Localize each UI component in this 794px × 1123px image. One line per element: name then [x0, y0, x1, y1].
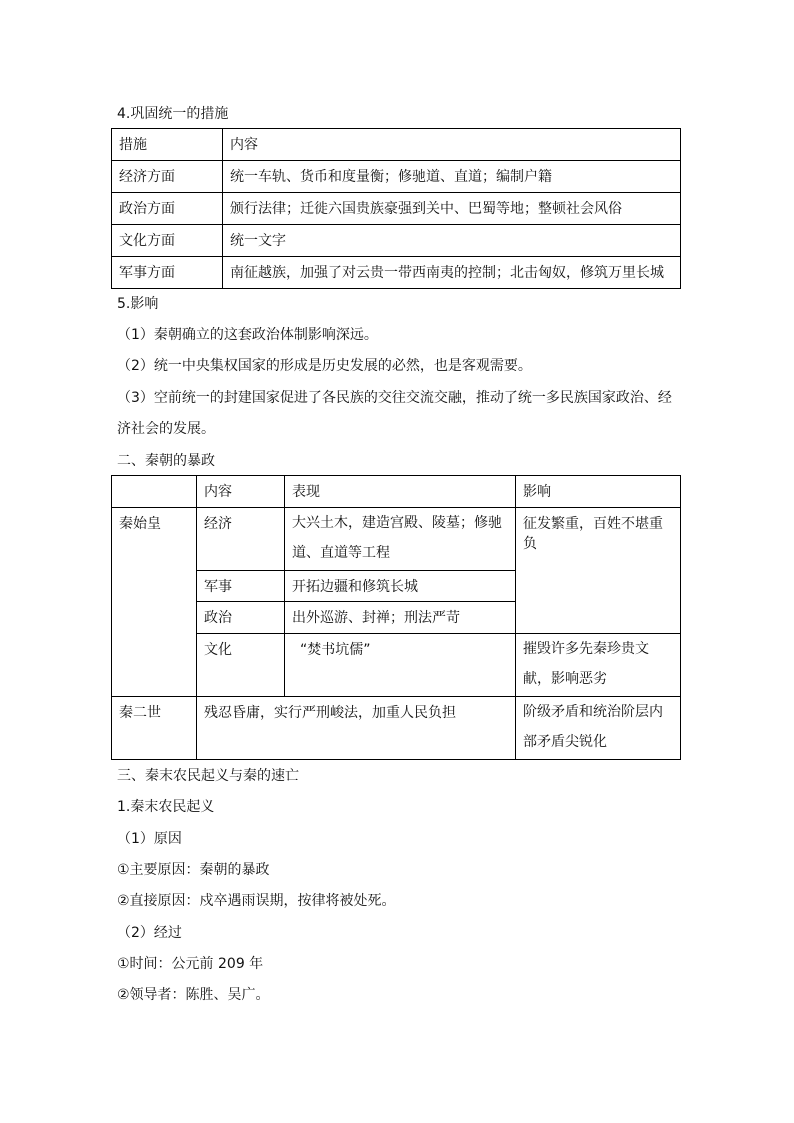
header-cell-measure: 措施	[112, 129, 223, 161]
tyranny-heading: 二、秦朝的暴政	[117, 453, 215, 469]
aspect-military: 军事	[197, 571, 285, 602]
table-row	[112, 225, 681, 257]
politics-detail: 出外巡游、封禅；刑法严苛	[285, 602, 516, 634]
row-label: 军事方面	[112, 257, 223, 289]
table-row	[112, 161, 681, 193]
header-cell-manifestation: 表现	[285, 476, 516, 508]
section5-heading: 5.影响	[117, 296, 159, 312]
cause-main: ①主要原因：秦朝的暴政	[117, 862, 270, 878]
aspect-economy: 经济	[197, 508, 285, 571]
ruler-qin-ershi: 秦二世	[112, 697, 197, 760]
cause-direct: ②直接原因：戍卒遇雨误期，按律将被处死。	[117, 893, 396, 909]
header-cell-content: 内容	[223, 129, 681, 161]
impact-item-1: （1）秦朝确立的这套政治体制影响深远。	[117, 327, 378, 343]
header-cell-empty	[112, 476, 197, 508]
table-header-row	[112, 129, 681, 161]
row-label: 政治方面	[112, 193, 223, 225]
economy-impact: 征发繁重，百姓不堪重负	[516, 508, 681, 634]
economy-detail: 大兴土木，建造宫殿、陵墓；修驰道、直道等工程	[285, 508, 516, 571]
section3-heading: 三、秦末农民起义与秦的速亡	[117, 768, 299, 784]
process-leaders: ②领导者：陈胜、吴广。	[117, 987, 270, 1003]
row-content: 南征越族，加强了对云贵一带西南夷的控制；北击匈奴，修筑万里长城	[223, 257, 681, 289]
cause-label: （1）原因	[117, 831, 182, 847]
impact-item-2: （2）统一中央集权国家的形成是历史发展的必然，也是客观需要。	[117, 358, 532, 374]
section4-heading: 4.巩固统一的措施	[117, 106, 229, 122]
row-content: 统一车轨、货币和度量衡；修驰道、直道；编制户籍	[223, 161, 681, 193]
ruler-qin-shihuang: 秦始皇	[112, 508, 197, 697]
table-header-row	[112, 476, 681, 508]
header-cell-content: 内容	[197, 476, 285, 508]
row-content: 颁行法律；迁徙六国贵族豪强到关中、巴蜀等地；整顿社会风俗	[223, 193, 681, 225]
aspect-culture: 文化	[197, 634, 285, 697]
military-detail: 开拓边疆和修筑长城	[285, 571, 516, 602]
table-row	[112, 193, 681, 225]
row-content: 统一文字	[223, 225, 681, 257]
tyranny-table	[111, 475, 681, 760]
row-label: 文化方面	[112, 225, 223, 257]
impact-item-3-cont: 济社会的发展。	[117, 421, 215, 437]
aspect-politics: 政治	[197, 602, 285, 634]
impact-item-3: （3）空前统一的封建国家促进了各民族的交往交流交融，推动了统一多民族国家政治、经	[117, 390, 672, 406]
table-row	[112, 697, 681, 760]
row-label: 经济方面	[112, 161, 223, 193]
process-time: ①时间：公元前 209 年	[117, 956, 264, 972]
table-row	[112, 508, 681, 571]
culture-detail: “焚书坑儒”	[285, 634, 516, 697]
ershi-detail: 残忍昏庸，实行严刑峻法，加重人民负担	[197, 697, 516, 760]
table-row	[112, 634, 681, 697]
measures-table	[111, 128, 681, 289]
uprising-subheading: 1.秦末农民起义	[117, 799, 215, 815]
ershi-impact: 阶级矛盾和统治阶层内部矛盾尖锐化	[516, 697, 681, 760]
header-cell-impact: 影响	[516, 476, 681, 508]
table-row	[112, 257, 681, 289]
culture-impact: 摧毁许多先秦珍贵文献，影响恶劣	[516, 634, 681, 697]
process-label: （2）经过	[117, 925, 182, 941]
